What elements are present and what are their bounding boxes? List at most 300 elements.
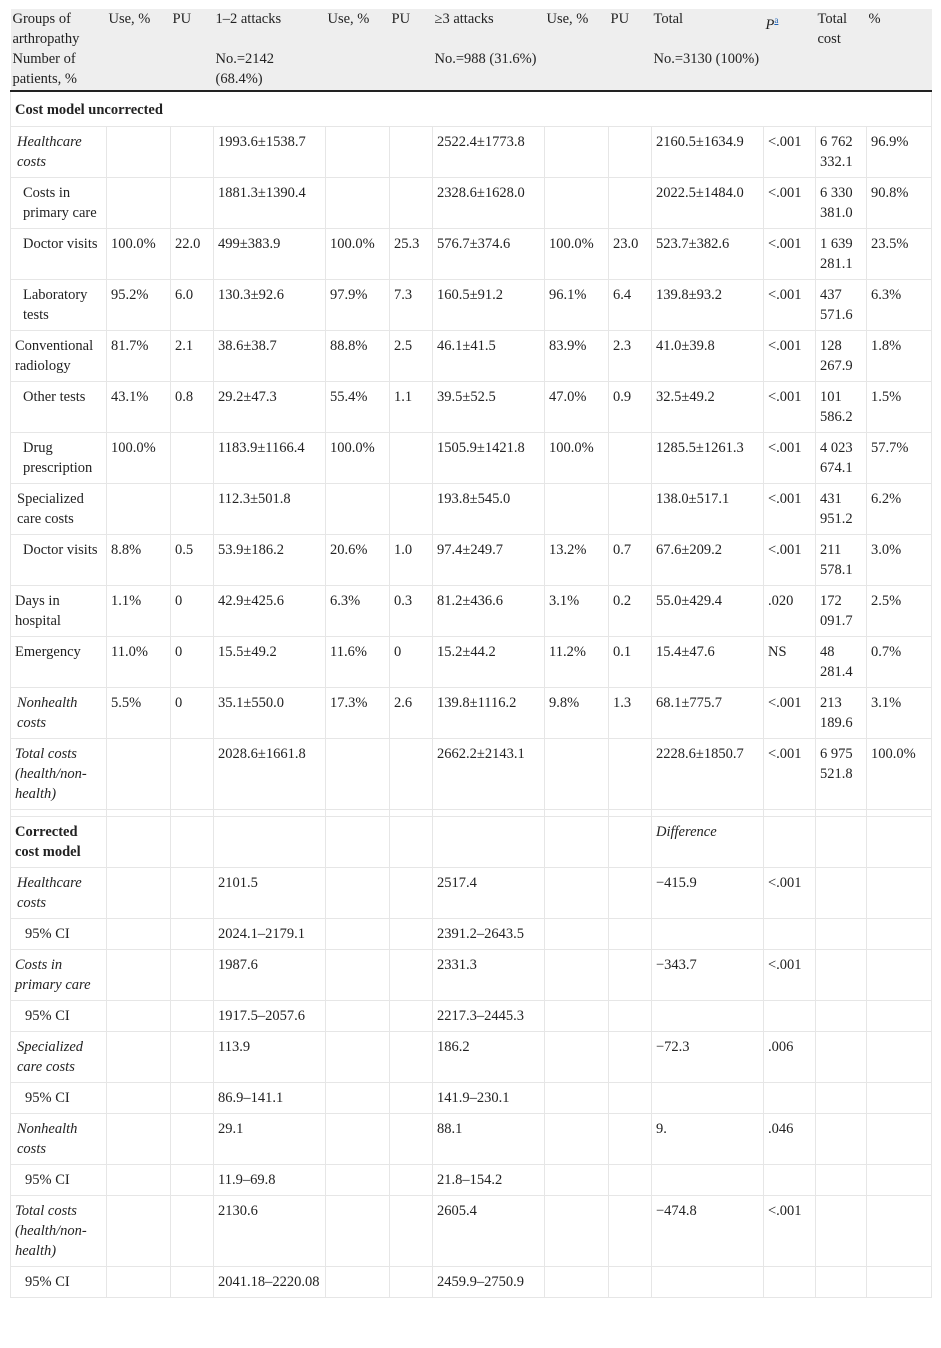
- data-cell: 0.8: [171, 382, 214, 433]
- row-label: Other tests: [11, 382, 107, 433]
- data-cell: [390, 950, 433, 1001]
- data-cell: 499±383.9: [214, 229, 326, 280]
- row-label: 95% CI: [11, 919, 107, 950]
- table-row: [11, 586, 932, 637]
- data-cell: [390, 919, 433, 950]
- table-row: [11, 1165, 932, 1196]
- data-cell: 100.0%: [326, 433, 390, 484]
- data-cell: [326, 868, 390, 919]
- table-row: [11, 127, 932, 178]
- data-cell: 39.5±52.5: [433, 382, 545, 433]
- spacer-cell: [764, 810, 816, 817]
- data-cell: [326, 1114, 390, 1165]
- data-cell: 96.1%: [545, 280, 609, 331]
- data-cell: [390, 868, 433, 919]
- data-cell: [816, 1196, 867, 1267]
- header-cell: [107, 49, 171, 91]
- data-cell: [326, 950, 390, 1001]
- data-cell: [609, 868, 652, 919]
- header-cell: Use, %: [107, 9, 171, 49]
- data-cell: [867, 1196, 932, 1267]
- data-cell: [652, 919, 764, 950]
- data-cell: 6 330 381.0: [816, 178, 867, 229]
- data-cell: [390, 1032, 433, 1083]
- data-cell: [390, 1083, 433, 1114]
- data-cell: 2028.6±1661.8: [214, 739, 326, 810]
- data-cell: [764, 1083, 816, 1114]
- data-cell: <.001: [764, 1196, 816, 1267]
- data-cell: [652, 1165, 764, 1196]
- data-cell: 47.0%: [545, 382, 609, 433]
- data-cell: 3.1%: [545, 586, 609, 637]
- data-cell: [171, 868, 214, 919]
- data-cell: 1.3: [609, 688, 652, 739]
- table-row: [11, 1196, 932, 1267]
- data-cell: 22.0: [171, 229, 214, 280]
- spacer-cell: [816, 810, 867, 817]
- empty-cell: [433, 817, 545, 868]
- data-cell: [609, 1267, 652, 1298]
- table-row: [11, 484, 932, 535]
- table-row: [11, 950, 932, 1001]
- data-cell: [764, 1267, 816, 1298]
- data-cell: 138.0±517.1: [652, 484, 764, 535]
- data-cell: <.001: [764, 433, 816, 484]
- data-cell: [816, 1083, 867, 1114]
- data-cell: <.001: [764, 127, 816, 178]
- data-cell: 2041.18–2220.08: [214, 1267, 326, 1298]
- row-label: Healthcare costs: [11, 868, 107, 919]
- data-cell: 9.: [652, 1114, 764, 1165]
- table-row: [11, 229, 932, 280]
- data-cell: 17.3%: [326, 688, 390, 739]
- spacer-cell: [11, 810, 107, 817]
- data-cell: [609, 950, 652, 1001]
- table-header: [11, 9, 932, 91]
- row-label: Doctor visits: [11, 229, 107, 280]
- data-cell: 2331.3: [433, 950, 545, 1001]
- data-cell: 6.3%: [867, 280, 932, 331]
- data-cell: [867, 919, 932, 950]
- row-label: 95% CI: [11, 1083, 107, 1114]
- data-cell: 1.1%: [107, 586, 171, 637]
- row-label: Emergency: [11, 637, 107, 688]
- empty-cell: [545, 817, 609, 868]
- header-cell: [171, 49, 214, 91]
- spacer-cell: [609, 810, 652, 817]
- data-cell: [390, 178, 433, 229]
- data-cell: 213 189.6: [816, 688, 867, 739]
- data-cell: 2.6: [390, 688, 433, 739]
- data-cell: 6 762 332.1: [816, 127, 867, 178]
- table-row: [11, 1001, 932, 1032]
- table-row: [11, 739, 932, 810]
- data-cell: [816, 868, 867, 919]
- table-row: [11, 868, 932, 919]
- data-cell: 11.0%: [107, 637, 171, 688]
- data-cell: 2.1: [171, 331, 214, 382]
- data-cell: [326, 919, 390, 950]
- data-cell: 2459.9–2750.9: [433, 1267, 545, 1298]
- empty-cell: [171, 817, 214, 868]
- data-cell: 43.1%: [107, 382, 171, 433]
- header-cell: Use, %: [326, 9, 390, 49]
- empty-cell: [609, 817, 652, 868]
- data-cell: 11.6%: [326, 637, 390, 688]
- data-cell: 4 023 674.1: [816, 433, 867, 484]
- data-cell: [171, 484, 214, 535]
- header-cell: Use, %: [545, 9, 609, 49]
- data-cell: <.001: [764, 535, 816, 586]
- row-label: Conventional radiology: [11, 331, 107, 382]
- data-cell: 55.4%: [326, 382, 390, 433]
- spacer-cell: [652, 810, 764, 817]
- data-cell: 11.2%: [545, 637, 609, 688]
- data-cell: 100.0%: [545, 433, 609, 484]
- data-cell: [867, 1001, 932, 1032]
- data-cell: [107, 1032, 171, 1083]
- data-cell: [545, 178, 609, 229]
- data-cell: [609, 1083, 652, 1114]
- data-cell: 3.1%: [867, 688, 932, 739]
- data-cell: [326, 127, 390, 178]
- data-cell: 1917.5–2057.6: [214, 1001, 326, 1032]
- data-cell: [390, 739, 433, 810]
- data-cell: [816, 950, 867, 1001]
- data-cell: [107, 919, 171, 950]
- data-cell: [545, 1032, 609, 1083]
- data-cell: 437 571.6: [816, 280, 867, 331]
- data-cell: [609, 919, 652, 950]
- header-cell: Total cost: [816, 9, 867, 49]
- section-heading-row: [11, 817, 932, 868]
- empty-cell: [816, 817, 867, 868]
- data-cell: 112.3±501.8: [214, 484, 326, 535]
- data-cell: 211 578.1: [816, 535, 867, 586]
- row-label: Total costs (health/non-health): [11, 1196, 107, 1267]
- data-cell: [171, 1114, 214, 1165]
- data-cell: [545, 484, 609, 535]
- data-cell: [390, 1001, 433, 1032]
- data-cell: 139.8±1116.2: [433, 688, 545, 739]
- header-cell: [390, 49, 433, 91]
- data-cell: 6.0: [171, 280, 214, 331]
- data-cell: .006: [764, 1032, 816, 1083]
- data-cell: 1993.6±1538.7: [214, 127, 326, 178]
- data-cell: [816, 1114, 867, 1165]
- data-cell: 1987.6: [214, 950, 326, 1001]
- table-row: [11, 688, 932, 739]
- data-cell: [545, 739, 609, 810]
- section-heading-row: [11, 91, 932, 127]
- data-cell: [816, 1001, 867, 1032]
- data-cell: 67.6±209.2: [652, 535, 764, 586]
- data-cell: [171, 1032, 214, 1083]
- data-cell: 21.8–154.2: [433, 1165, 545, 1196]
- data-cell: 100.0%: [867, 739, 932, 810]
- header-cell: Total: [652, 9, 764, 49]
- header-cell: Number of patients, %: [11, 49, 107, 91]
- data-cell: [107, 1001, 171, 1032]
- data-cell: 1 639 281.1: [816, 229, 867, 280]
- data-cell: [609, 127, 652, 178]
- data-cell: 97.9%: [326, 280, 390, 331]
- row-label: Drug prescription: [11, 433, 107, 484]
- data-cell: [609, 1196, 652, 1267]
- data-cell: 2.5%: [867, 586, 932, 637]
- corrected-section: [11, 810, 932, 1298]
- data-cell: <.001: [764, 280, 816, 331]
- data-cell: 81.2±436.6: [433, 586, 545, 637]
- data-cell: 9.8%: [545, 688, 609, 739]
- footnote-link[interactable]: a: [774, 15, 779, 25]
- data-cell: [545, 1083, 609, 1114]
- data-cell: [609, 1032, 652, 1083]
- data-cell: 48 281.4: [816, 637, 867, 688]
- data-cell: 2024.1–2179.1: [214, 919, 326, 950]
- header-cell: PU: [609, 9, 652, 49]
- data-cell: [545, 1114, 609, 1165]
- data-cell: 6 975 521.8: [816, 739, 867, 810]
- table-row: [11, 433, 932, 484]
- data-cell: .020: [764, 586, 816, 637]
- spacer-cell: [326, 810, 390, 817]
- data-cell: [390, 127, 433, 178]
- table-row: [11, 1114, 932, 1165]
- data-cell: 141.9–230.1: [433, 1083, 545, 1114]
- table-row: [11, 1032, 932, 1083]
- data-cell: 0: [390, 637, 433, 688]
- data-cell: 2160.5±1634.9: [652, 127, 764, 178]
- data-cell: 160.5±91.2: [433, 280, 545, 331]
- data-cell: 97.4±249.7: [433, 535, 545, 586]
- data-cell: [545, 950, 609, 1001]
- data-cell: 32.5±49.2: [652, 382, 764, 433]
- data-cell: 53.9±186.2: [214, 535, 326, 586]
- header-cell: [326, 49, 390, 91]
- data-cell: 0: [171, 637, 214, 688]
- data-cell: 23.5%: [867, 229, 932, 280]
- data-cell: 2517.4: [433, 868, 545, 919]
- row-label: Nonhealth costs: [11, 1114, 107, 1165]
- data-cell: 6.4: [609, 280, 652, 331]
- data-cell: [390, 1196, 433, 1267]
- data-cell: 15.2±44.2: [433, 637, 545, 688]
- data-cell: [171, 178, 214, 229]
- table-row: [11, 1267, 932, 1298]
- row-label: Laboratory tests: [11, 280, 107, 331]
- data-cell: [107, 868, 171, 919]
- data-cell: 81.7%: [107, 331, 171, 382]
- table-row: [11, 331, 932, 382]
- header-cell: [867, 49, 932, 91]
- p-label: P: [765, 16, 775, 33]
- header-cell: PU: [390, 9, 433, 49]
- data-cell: 95.2%: [107, 280, 171, 331]
- data-cell: 88.1: [433, 1114, 545, 1165]
- data-cell: [545, 1001, 609, 1032]
- spacer-cell: [545, 810, 609, 817]
- data-cell: 431 951.2: [816, 484, 867, 535]
- data-cell: [867, 1032, 932, 1083]
- data-cell: [326, 1083, 390, 1114]
- table-row: [11, 1083, 932, 1114]
- data-cell: [609, 1165, 652, 1196]
- data-cell: 55.0±429.4: [652, 586, 764, 637]
- data-cell: [545, 919, 609, 950]
- data-cell: 2228.6±1850.7: [652, 739, 764, 810]
- data-cell: −415.9: [652, 868, 764, 919]
- data-cell: 38.6±38.7: [214, 331, 326, 382]
- table-row: [11, 637, 932, 688]
- data-cell: [107, 178, 171, 229]
- row-label: Days in hospital: [11, 586, 107, 637]
- data-cell: −343.7: [652, 950, 764, 1001]
- data-cell: 6.3%: [326, 586, 390, 637]
- data-cell: 0.1: [609, 637, 652, 688]
- section-title: Corrected cost model: [11, 817, 107, 868]
- data-cell: 23.0: [609, 229, 652, 280]
- data-cell: [326, 1032, 390, 1083]
- data-cell: <.001: [764, 950, 816, 1001]
- data-cell: [326, 484, 390, 535]
- data-cell: 100.0%: [107, 229, 171, 280]
- data-cell: [545, 868, 609, 919]
- data-cell: 0.7%: [867, 637, 932, 688]
- data-cell: 101 586.2: [816, 382, 867, 433]
- row-label: 95% CI: [11, 1001, 107, 1032]
- header-cell: [545, 49, 609, 91]
- row-label: Total costs (health/non-health): [11, 739, 107, 810]
- table-row: [11, 178, 932, 229]
- row-label: Specialized care costs: [11, 1032, 107, 1083]
- data-cell: 1.5%: [867, 382, 932, 433]
- table-row: [11, 382, 932, 433]
- header-cell: Groups of arthropathy: [11, 9, 107, 49]
- data-cell: [326, 178, 390, 229]
- data-cell: 15.4±47.6: [652, 637, 764, 688]
- data-cell: 6.2%: [867, 484, 932, 535]
- data-cell: [171, 1165, 214, 1196]
- header-row: [11, 9, 932, 49]
- row-label: Nonhealth costs: [11, 688, 107, 739]
- data-cell: 0.9: [609, 382, 652, 433]
- data-cell: 1.1: [390, 382, 433, 433]
- empty-cell: [214, 817, 326, 868]
- data-cell: 193.8±545.0: [433, 484, 545, 535]
- empty-cell: [390, 817, 433, 868]
- data-cell: [867, 950, 932, 1001]
- data-cell: 1285.5±1261.3: [652, 433, 764, 484]
- data-cell: 57.7%: [867, 433, 932, 484]
- data-cell: [326, 1267, 390, 1298]
- data-cell: [609, 1001, 652, 1032]
- data-cell: [764, 1001, 816, 1032]
- data-cell: [816, 1267, 867, 1298]
- data-cell: 1881.3±1390.4: [214, 178, 326, 229]
- data-cell: [107, 484, 171, 535]
- data-cell: [609, 1114, 652, 1165]
- header-cell: [816, 49, 867, 91]
- spacer-cell: [390, 810, 433, 817]
- data-cell: 88.8%: [326, 331, 390, 382]
- data-cell: 128 267.9: [816, 331, 867, 382]
- data-cell: 2662.2±2143.1: [433, 739, 545, 810]
- data-cell: 3.0%: [867, 535, 932, 586]
- data-cell: [326, 1001, 390, 1032]
- data-cell: 2.5: [390, 331, 433, 382]
- data-cell: 29.1: [214, 1114, 326, 1165]
- data-cell: [764, 1165, 816, 1196]
- data-cell: [171, 1196, 214, 1267]
- data-cell: [171, 1267, 214, 1298]
- empty-cell: [107, 817, 171, 868]
- header-cell: PU: [171, 9, 214, 49]
- data-cell: [326, 1196, 390, 1267]
- data-cell: 2.3: [609, 331, 652, 382]
- data-cell: [652, 1001, 764, 1032]
- data-cell: 7.3: [390, 280, 433, 331]
- data-cell: [107, 1267, 171, 1298]
- row-label: Costs in primary care: [11, 178, 107, 229]
- header-cell-p: [764, 9, 816, 49]
- data-cell: 2130.6: [214, 1196, 326, 1267]
- header-cell: [609, 49, 652, 91]
- header-cell: 1–2 attacks: [214, 9, 326, 49]
- data-cell: <.001: [764, 688, 816, 739]
- data-cell: <.001: [764, 739, 816, 810]
- data-cell: [171, 433, 214, 484]
- data-cell: 2522.4±1773.8: [433, 127, 545, 178]
- row-label: 95% CI: [11, 1165, 107, 1196]
- data-cell: 0: [171, 586, 214, 637]
- data-cell: [816, 919, 867, 950]
- data-cell: 15.5±49.2: [214, 637, 326, 688]
- data-cell: 2022.5±1484.0: [652, 178, 764, 229]
- data-cell: 0.7: [609, 535, 652, 586]
- row-label: Doctor visits: [11, 535, 107, 586]
- spacer-cell: [433, 810, 545, 817]
- row-label: Costs in primary care: [11, 950, 107, 1001]
- header-row: [11, 49, 932, 91]
- data-cell: [107, 739, 171, 810]
- data-cell: 2101.5: [214, 868, 326, 919]
- table-row: [11, 280, 932, 331]
- data-cell: [107, 1114, 171, 1165]
- data-cell: [545, 1196, 609, 1267]
- data-cell: 25.3: [390, 229, 433, 280]
- data-cell: <.001: [764, 331, 816, 382]
- header-cell: %: [867, 9, 932, 49]
- cost-table: [10, 9, 932, 1298]
- data-cell: [764, 919, 816, 950]
- data-cell: NS: [764, 637, 816, 688]
- data-cell: 2217.3–2445.3: [433, 1001, 545, 1032]
- table-row: [11, 919, 932, 950]
- header-cell: No.=3130 (100%): [652, 49, 764, 91]
- data-cell: 100.0%: [326, 229, 390, 280]
- data-cell: −474.8: [652, 1196, 764, 1267]
- data-cell: 46.1±41.5: [433, 331, 545, 382]
- section-title: Cost model uncorrected: [11, 91, 932, 127]
- data-cell: [816, 1032, 867, 1083]
- data-cell: [609, 739, 652, 810]
- data-cell: 8.8%: [107, 535, 171, 586]
- table-row: [11, 535, 932, 586]
- data-cell: 13.2%: [545, 535, 609, 586]
- header-cell: No.=2142 (68.4%): [214, 49, 326, 91]
- data-cell: 0.3: [390, 586, 433, 637]
